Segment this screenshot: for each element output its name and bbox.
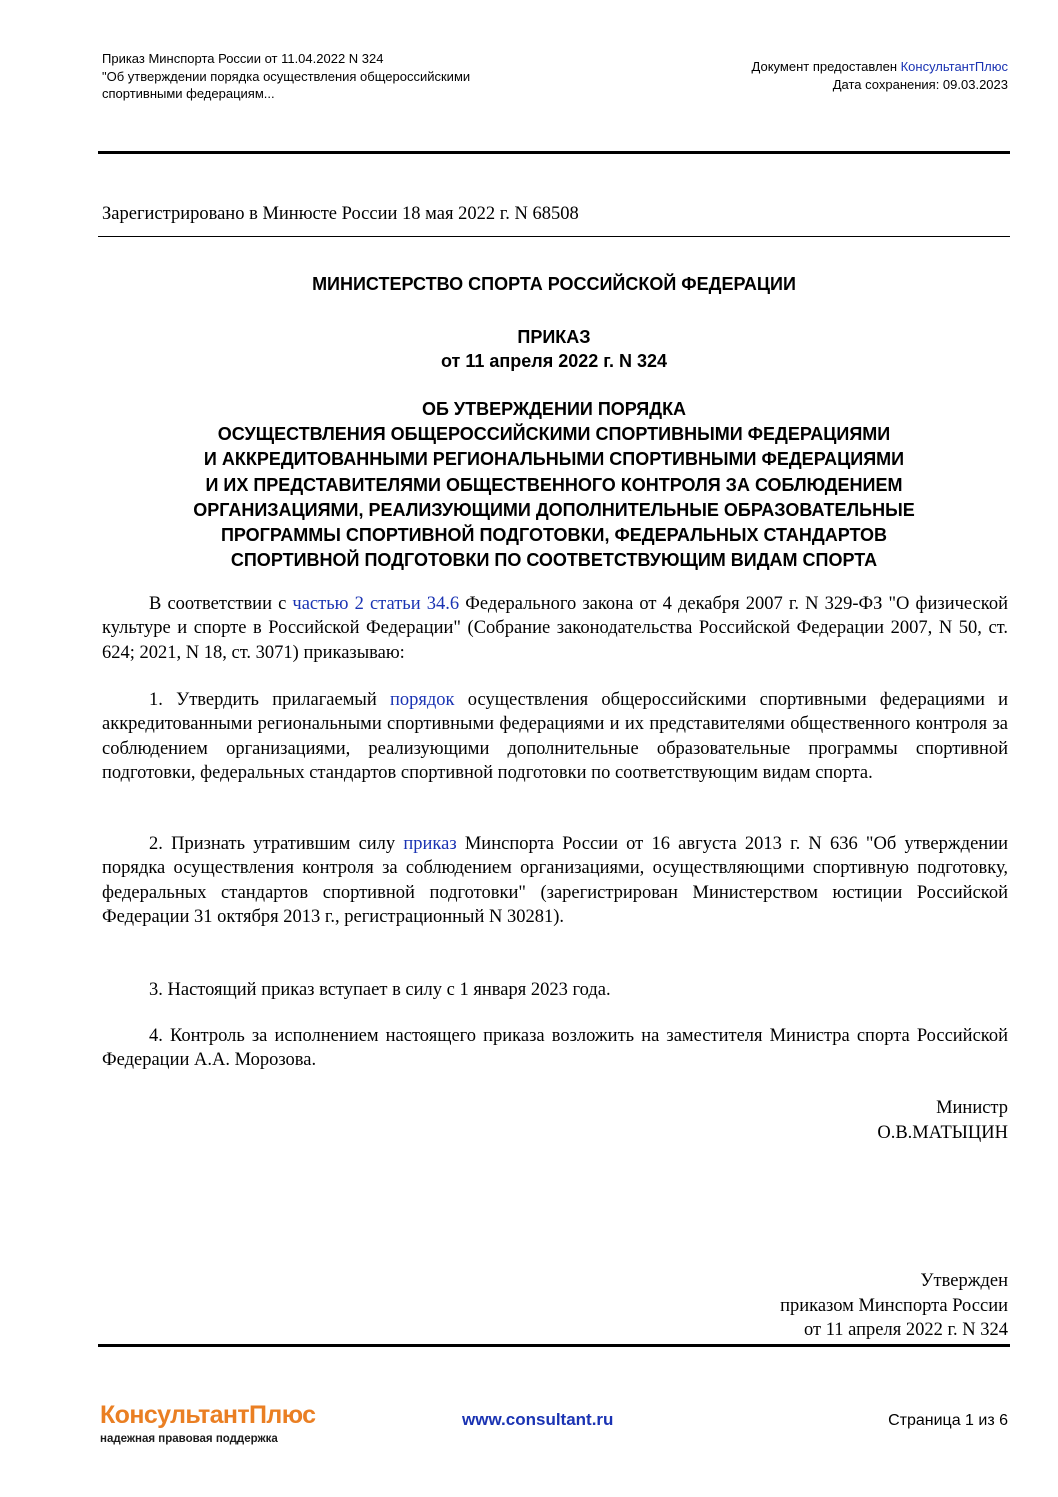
consultant-logo	[100, 1401, 315, 1447]
title-line: ОБ УТВЕРЖДЕНИИ ПОРЯДКА	[421, 399, 687, 419]
prior-order-link[interactable]: приказ	[403, 834, 457, 854]
footer-divider	[98, 1344, 1010, 1347]
provided-by-line	[752, 58, 1008, 76]
order-item-3	[102, 978, 1008, 1002]
logo-tagline: надежная правовая поддержка	[100, 1433, 278, 1445]
ministry-heading: МИНИСТЕРСТВО СПОРТА РОССИЙСКОЙ ФЕДЕРАЦИИ	[312, 274, 796, 294]
title-line: ОСУЩЕСТВЛЕНИЯ ОБЩЕРОССИЙСКИМИ СПОРТИВНЫМИ ФЕДЕРАЦИЯМИ	[217, 424, 891, 445]
order-type: ПРИКАЗ	[517, 327, 591, 347]
item-text: 1. Утвердить прилагаемый	[149, 690, 390, 710]
title-line: СПОРТИВНОЙ ПОДГОТОВКИ ПО СООТВЕТСТВУЮЩИМ ВИДАМ СПОРТА	[230, 550, 878, 571]
logo-text: КонсультантПлюс	[100, 1401, 316, 1429]
document-reference	[102, 50, 582, 103]
title-line: ПРОГРАММЫ СПОРТИВНОЙ ПОДГОТОВКИ, ФЕДЕРАЛЬНЫХ СТАНДАРТОВ	[220, 525, 888, 546]
title-line: И АККРЕДИТОВАННЫМИ РЕГИОНАЛЬНЫМИ СПОРТИВНЫМИ ФЕДЕРАЦИЯМИ	[203, 449, 905, 470]
order-item-4	[102, 1024, 1008, 1073]
item-text: осуществления общероссийскими спортивными федерациями и аккредитованными региональными спортивными федерациями и их представителями общественного контроля за соблюдением организациями, реализующими дополнительные образовательные программы спортивной подготовки, федеральных стандартов спортивной подготовки по соответствующим видам спорта.	[102, 690, 1008, 783]
order-heading	[98, 325, 1010, 373]
doc-ref-line: спортивными федерациям...	[102, 86, 275, 101]
approval-line: Утвержден	[920, 1271, 1008, 1291]
approval-line: от 11 апреля 2022 г. N 324	[804, 1320, 1008, 1340]
doc-ref-line: "Об утверждении порядка осуществления общероссийскими	[102, 68, 471, 84]
item-text: 4. Контроль за исполнением настоящего приказа возложить на заместителя Министра спорта Российской Федерации А.А. Морозова.	[102, 1026, 1008, 1071]
preamble-text: В соответствии с	[149, 594, 293, 614]
provided-by-block	[752, 58, 1008, 93]
order-title	[98, 397, 1010, 573]
order-date-number: от 11 апреля 2022 г. N 324	[441, 351, 667, 371]
page-counter: Страница 1 из 6	[888, 1412, 1008, 1429]
approval-line: приказом Минспорта России	[780, 1295, 1008, 1316]
provider-brand-link[interactable]: КонсультантПлюс	[900, 59, 1008, 74]
signature-block	[877, 1096, 1008, 1145]
item-text: 2. Признать утратившим силу	[149, 834, 404, 854]
order-item-1	[102, 688, 1008, 785]
doc-ref-line: Приказ Минспорта России от 11.04.2022 N 324	[102, 51, 384, 66]
title-line: ОРГАНИЗАЦИЯМИ, РЕАЛИЗУЮЩИМИ ДОПОЛНИТЕЛЬНЫЕ ОБРАЗОВАТЕЛЬНЫЕ	[193, 499, 915, 520]
save-date: Дата сохранения: 09.03.2023	[832, 76, 1008, 92]
title-line: И ИХ ПРЕДСТАВИТЕЛЯМИ ОБЩЕСТВЕННОГО КОНТРОЛЯ ЗА СОБЛЮДЕНИЕМ	[205, 474, 903, 495]
law-article-link[interactable]: частью 2 статьи 34.6	[292, 594, 460, 614]
approval-block	[780, 1269, 1008, 1343]
procedure-link[interactable]: порядок	[389, 690, 455, 710]
provided-by-prefix: Документ предоставлен	[751, 59, 901, 74]
header-divider	[98, 151, 1010, 154]
item-text: 3. Настоящий приказ вступает в силу с 1 января 2023 года.	[149, 980, 611, 1000]
item-text: Минспорта России от 16 августа 2013 г. N 636 "Об утверждении порядка осуществления контроля за соблюдением организациями, осуществляющими спортивную подготовку, федеральных стандартов спортивной подготовки" (зарегистрирован Министерством юстиции Российской Федерации 31 октября 2013 г., регистрационный N 30281).	[102, 834, 1008, 927]
preamble-paragraph	[102, 592, 1008, 665]
signatory-name: О.В.МАТЫЦИН	[877, 1122, 1008, 1143]
signatory-position: Министр	[936, 1098, 1008, 1118]
order-item-2	[102, 832, 1008, 929]
registration-note: Зарегистрировано в Минюсте России 18 мая 2022 г. N 68508	[102, 204, 579, 224]
preamble-text: Федерального закона от 4 декабря 2007 г. N 329-ФЗ "О физической культуре и спорте в Российской Федерации" (Собрание законодательства Российской Федерации 2007, N 50, ст. 624; 2021, N 18, ст. 3071) приказываю:	[102, 594, 1009, 663]
website-link[interactable]: www.consultant.ru	[462, 1410, 614, 1429]
registration-divider	[98, 236, 1010, 237]
